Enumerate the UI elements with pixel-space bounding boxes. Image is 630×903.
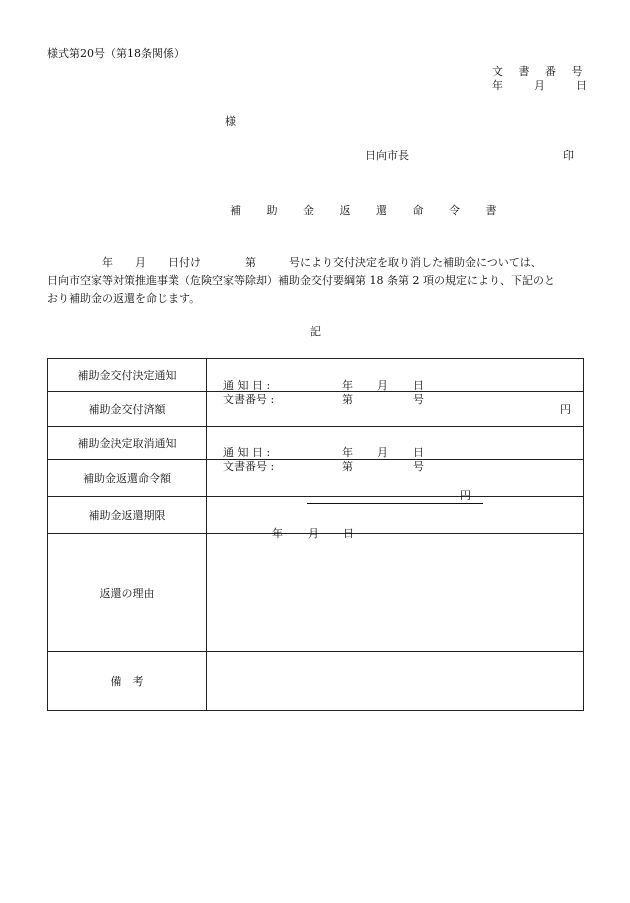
month-label: 月	[377, 379, 388, 392]
doc-number-label: 文書番号 :	[223, 393, 275, 406]
row-value	[207, 534, 584, 652]
document-title: 補 助 金 返 還 命 令 書	[230, 204, 508, 217]
addressee-suffix: 様	[225, 115, 236, 128]
issuer-name: 日向市長	[365, 149, 409, 162]
form-number: 様式第20号（第18条関係）	[47, 47, 185, 60]
row-label: 補助金交付済額	[48, 392, 207, 427]
notice-day-label: 通 知 日 :	[223, 379, 271, 392]
row-value	[207, 460, 584, 502]
row-label: 補助金返還命令額	[48, 460, 207, 497]
row-value	[207, 652, 584, 711]
body-paragraph	[47, 254, 583, 308]
body-line: 日向市空家等対策推進事業（危険空家等除却）補助金交付要綱第 18 条第 2 項の規定により、下記のと	[47, 274, 555, 287]
body-line: 年 月 日付け 第 号により交付決定を取り消した補助金については、	[47, 256, 542, 269]
year-label: 年	[492, 79, 503, 92]
yen-unit: 円	[560, 403, 571, 416]
year-label: 年	[342, 446, 353, 459]
document-number-label: 文 書 番 号	[492, 65, 589, 78]
body-line: おり補助金の返還を命じます。	[47, 292, 201, 305]
number-suffix: 号	[413, 460, 424, 473]
table-row	[48, 359, 584, 392]
year-label: 年	[272, 527, 283, 540]
row-value	[207, 497, 584, 540]
ki-heading: 記	[310, 325, 321, 338]
row-label: 補助金交付決定通知	[48, 359, 207, 392]
number-prefix: 第	[342, 393, 353, 406]
row-label: 補助金返還期限	[48, 497, 207, 534]
number-prefix: 第	[342, 460, 353, 473]
month-label: 月	[534, 79, 545, 92]
document-date-label	[492, 80, 587, 91]
table-row	[48, 497, 584, 534]
day-label: 日	[413, 379, 424, 392]
table-row	[48, 392, 584, 427]
table-row	[48, 427, 584, 460]
row-label: 備 考	[48, 652, 207, 711]
day-label: 日	[413, 446, 424, 459]
row-value	[207, 359, 584, 406]
row-label: 返還の理由	[48, 534, 207, 652]
day-label: 日	[343, 527, 354, 540]
details-table	[47, 358, 584, 711]
table-row	[48, 460, 584, 497]
month-label: 月	[308, 527, 319, 540]
number-suffix: 号	[413, 393, 424, 406]
row-label: 補助金決定取消通知	[48, 427, 207, 460]
month-label: 月	[377, 446, 388, 459]
year-label: 年	[342, 379, 353, 392]
row-value	[207, 392, 584, 427]
table-row	[48, 534, 584, 652]
seal-mark: 印	[563, 149, 574, 162]
notice-day-label: 通 知 日 :	[223, 446, 271, 459]
row-value	[207, 427, 584, 473]
yen-unit: 円	[460, 489, 471, 502]
day-label: 日	[576, 79, 587, 92]
doc-number-label: 文書番号 :	[223, 460, 275, 473]
table-row	[48, 652, 584, 711]
